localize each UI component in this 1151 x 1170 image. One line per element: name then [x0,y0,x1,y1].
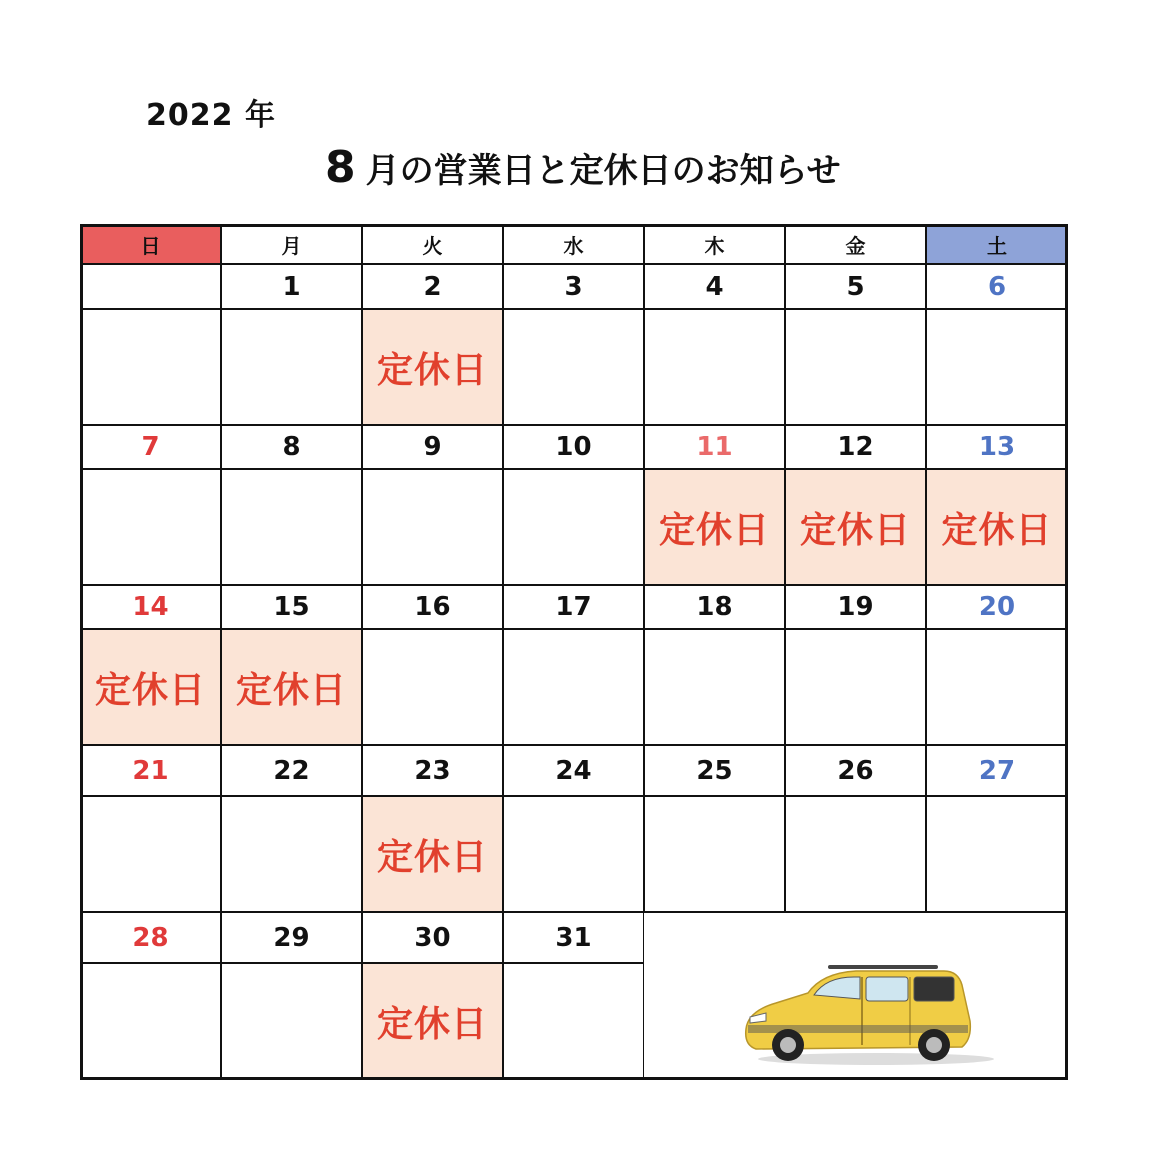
date-number: 6 [987,271,1007,302]
date-number: 12 [837,432,874,462]
day-cell [503,629,644,745]
day-cell [503,469,644,585]
weekday-label: 土 [987,233,1007,258]
date-number: 22 [273,755,310,786]
date-cell [503,912,644,963]
date-number: 28 [132,922,169,953]
date-number: 14 [132,592,169,622]
weekday-label: 金 [845,233,866,258]
date-number: 27 [978,755,1016,786]
date-number: 8 [282,432,301,462]
day-cell [503,796,644,912]
car-image-area [644,912,1068,1080]
weekday-label: 月 [281,233,302,258]
closed-day-label: 定休日 [376,349,488,391]
date-number: 24 [555,755,592,786]
day-cell [221,963,362,1080]
date-number: 13 [978,432,1016,462]
day-cell [644,309,785,425]
date-cell [221,912,362,963]
date-number: 16 [414,592,451,622]
date-number: 21 [132,755,169,786]
date-number: 9 [423,432,442,462]
date-cell [362,585,503,629]
day-cell [926,629,1068,745]
closed-day-cell [221,629,362,745]
date-cell [362,425,503,469]
day-cell [503,309,644,425]
date-cell [80,912,221,963]
yellow-van-icon [736,959,996,1069]
weekday-header [80,224,221,264]
month-number: 8 [325,142,356,193]
date-cell [221,425,362,469]
date-cell [785,585,926,629]
date-cell [80,264,221,309]
date-cell [785,264,926,309]
day-cell [785,629,926,745]
closed-day-cell [362,963,503,1080]
date-number: 5 [846,271,865,302]
day-cell [221,469,362,585]
day-cell [785,796,926,912]
date-cell [221,264,362,309]
date-number: 15 [273,592,310,622]
date-number: 17 [555,592,592,622]
date-number: 25 [696,755,733,786]
day-cell [362,469,503,585]
title-text: 月の営業日と定休日のお知らせ [365,151,841,191]
date-number: 20 [978,592,1016,622]
date-number: 26 [837,755,874,786]
date-cell [926,264,1068,309]
closed-day-cell [80,629,221,745]
closed-day-label: 定休日 [376,1004,488,1045]
date-cell [362,912,503,963]
closed-day-cell [926,469,1068,585]
date-cell [503,745,644,796]
weekday-label: 火 [422,233,443,258]
weekday-header [503,224,644,264]
closed-day-cell [785,469,926,585]
day-cell [503,963,644,1080]
day-cell [221,309,362,425]
date-number: 23 [414,755,451,786]
date-cell [926,425,1068,469]
date-cell [503,264,644,309]
date-number: 3 [564,271,583,302]
day-cell [644,629,785,745]
year-label: 2022 年 [146,98,276,133]
closed-day-label: 定休日 [235,669,347,711]
weekday-header [362,224,503,264]
date-cell [80,745,221,796]
closed-day-cell [644,469,785,585]
date-cell [503,425,644,469]
date-cell [362,745,503,796]
page-title [325,142,841,193]
date-number: 11 [696,432,733,462]
date-cell [644,264,785,309]
date-cell [644,585,785,629]
weekday-label: 日 [140,233,161,258]
date-number: 7 [141,432,160,462]
date-cell [80,425,221,469]
closed-day-label: 定休日 [658,509,770,551]
date-number: 1 [282,271,301,302]
date-number: 30 [414,922,451,953]
weekday-label: 木 [704,233,725,258]
date-cell [221,585,362,629]
day-cell [221,796,362,912]
date-cell [785,745,926,796]
day-cell [644,796,785,912]
date-cell [80,585,221,629]
weekday-header [221,224,362,264]
day-cell [80,469,221,585]
calendar-grid [80,224,1068,1080]
day-cell [926,309,1068,425]
date-cell [926,745,1068,796]
weekday-header [785,224,926,264]
weekday-header [926,224,1068,264]
date-number: 29 [273,922,310,953]
date-number: 2 [423,271,442,302]
day-cell [785,309,926,425]
closed-day-label: 定休日 [799,509,911,551]
date-cell [644,745,785,796]
closed-day-label: 定休日 [94,669,206,711]
date-number: 31 [555,922,592,953]
date-cell [926,585,1068,629]
date-cell [785,425,926,469]
date-cell [503,585,644,629]
day-cell [362,629,503,745]
weekday-header [644,224,785,264]
closed-day-cell [362,309,503,425]
date-number: 4 [705,271,724,302]
date-cell [221,745,362,796]
day-cell [80,309,221,425]
closed-day-label: 定休日 [376,836,488,878]
closed-day-cell [362,796,503,912]
day-cell [80,963,221,1080]
date-number: 10 [555,432,592,462]
day-cell [80,796,221,912]
date-number: 19 [837,592,874,622]
weekday-label: 水 [563,233,584,258]
date-number: 18 [696,592,733,622]
date-cell [644,425,785,469]
date-cell [362,264,503,309]
closed-day-label: 定休日 [941,509,1053,551]
day-cell [926,796,1068,912]
